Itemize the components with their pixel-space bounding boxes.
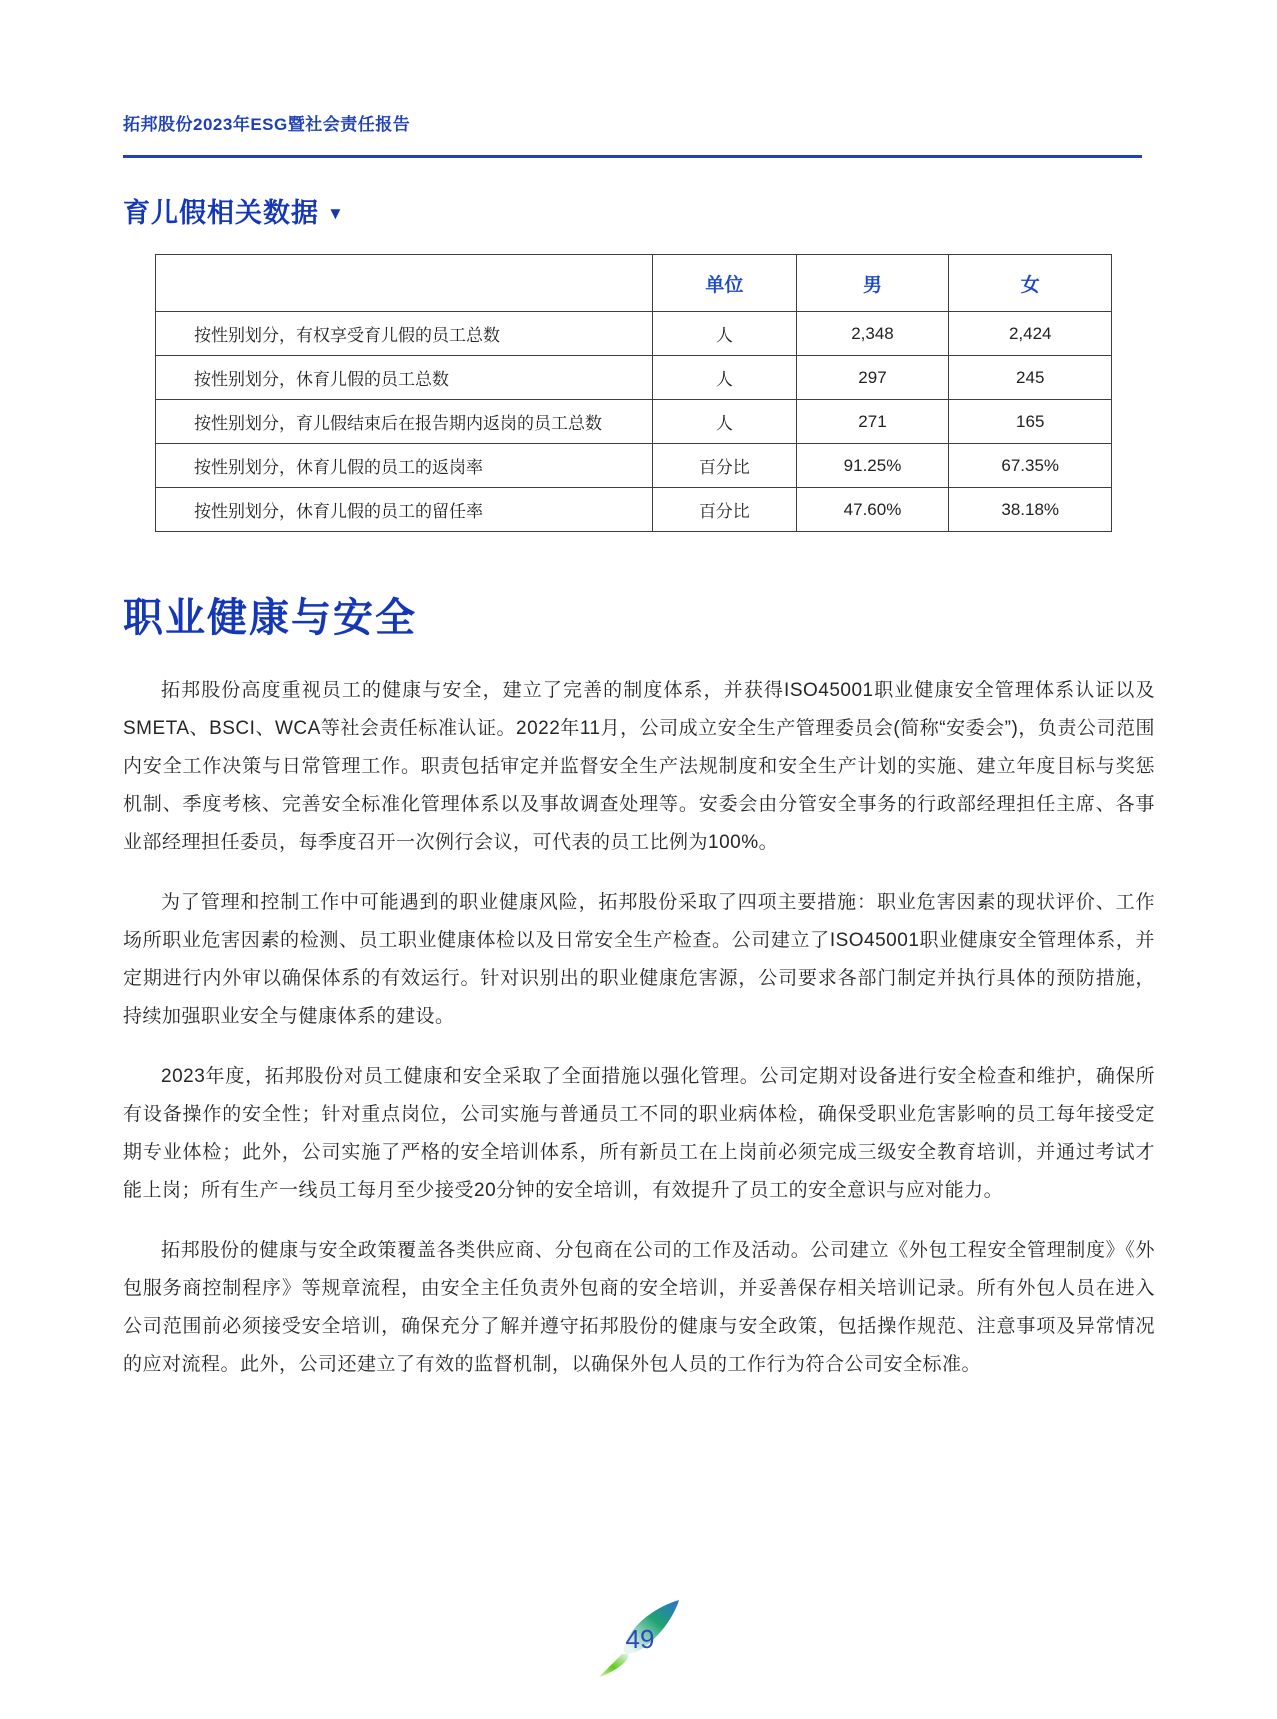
male-value: 2,348 [796, 312, 949, 356]
table-row [156, 400, 1112, 444]
parental-leave-table [155, 254, 1112, 532]
column-header-unit: 单位 [653, 255, 796, 312]
unit-value: 人 [653, 356, 796, 400]
ohs-paragraph-4: 拓邦股份的健康与安全政策覆盖各类供应商、分包商在公司的工作及活动。公司建立《外包工程安全管理制度》《外包服务商控制程序》等规章流程，由安全主任负责外包商的安全培训，并妥善保存相关培训记录。所有外包人员在进入公司范围前必须接受安全培训，确保充分了解并遵守拓邦股份的健康与安全政策，包括操作规范、注意事项及异常情况的应对流程。此外，公司还建立了有效的监督机制，以确保外包人员的工作行为符合公司安全标准。 [123, 1240, 1155, 1375]
unit-value: 人 [653, 400, 796, 444]
table-row [156, 488, 1112, 532]
ohs-paragraph-1: 拓邦股份高度重视员工的健康与安全，建立了完善的制度体系，并获得ISO45001职业健康安全管理体系认证以及SMETA、BSCI、WCA等社会责任标准认证。2022年11月，公司成立安全生产管理委员会(简称“安委会”)，负责公司范围内安全工作决策与日常管理工作。职责包括审定并监督安全生产法规制度和安全生产计划的实施、建立年度目标与奖惩机制、季度考核、完善安全标准化管理体系以及事故调查处理等。安委会由分管安全事务的行政部经理担任主席、各事业部经理担任委员，每季度召开一次例行会议，可代表的员工比例为100%。 [123, 680, 1155, 853]
unit-value: 人 [653, 312, 796, 356]
unit-value: 百分比 [653, 444, 796, 488]
ohs-paragraph-3: 2023年度，拓邦股份对员工健康和安全采取了全面措施以强化管理。公司定期对设备进行安全检查和维护，确保所有设备操作的安全性；针对重点岗位，公司实施与普通员工不同的职业病体检，确保受职业危害影响的员工每年接受定期专业体检；此外，公司实施了严格的安全培训体系，所有新员工在上岗前必须完成三级安全教育培训，并通过考试才能上岗；所有生产一线员工每月至少接受20分钟的安全培训，有效提升了员工的安全意识与应对能力。 [123, 1066, 1155, 1201]
male-value: 297 [796, 356, 949, 400]
column-header-female: 女 [949, 255, 1112, 312]
ohs-paragraph-2: 为了管理和控制工作中可能遇到的职业健康风险，拓邦股份采取了四项主要措施：职业危害因素的现状评价、工作场所职业危害因素的检测、员工职业健康体检以及日常安全生产检查。公司建立了ISO45001职业健康安全管理体系，并定期进行内外审以确保体系的有效运行。针对识别出的职业健康危害源，公司要求各部门制定并执行具体的预防措施，持续加强职业安全与健康体系的建设。 [123, 892, 1155, 1027]
document-header [123, 0, 1155, 158]
female-value: 245 [949, 356, 1112, 400]
row-label: 按性别划分，休育儿假的员工总数 [156, 356, 653, 400]
table-row [156, 356, 1112, 400]
male-value: 271 [796, 400, 949, 444]
section-title-text: 育儿假相关数据 [123, 198, 319, 228]
male-value: 91.25% [796, 444, 949, 488]
report-title: 拓邦股份2023年ESG暨社会责任报告 [123, 115, 411, 134]
row-label: 按性别划分，休育儿假的员工的留任率 [156, 488, 653, 532]
row-label: 按性别划分，有权享受育儿假的员工总数 [156, 312, 653, 356]
column-header-male: 男 [796, 255, 949, 312]
table-row [156, 444, 1112, 488]
table-row [156, 312, 1112, 356]
caret-down-icon: ▼ [327, 204, 345, 223]
row-label: 按性别划分，育儿假结束后在报告期内返岗的员工总数 [156, 400, 653, 444]
row-label: 按性别划分，休育儿假的员工的返岗率 [156, 444, 653, 488]
female-value: 67.35% [949, 444, 1112, 488]
parental-leave-section-title [123, 191, 1155, 230]
page-number: 49 [625, 1624, 655, 1654]
unit-value: 百分比 [653, 488, 796, 532]
column-header-empty [156, 255, 653, 312]
female-value: 2,424 [949, 312, 1112, 356]
header-divider [123, 155, 1142, 158]
female-value: 38.18% [949, 488, 1112, 532]
male-value: 47.60% [796, 488, 949, 532]
table-header-row [156, 255, 1112, 312]
female-value: 165 [949, 400, 1112, 444]
ohs-section-heading: 职业健康与安全 [123, 596, 417, 640]
